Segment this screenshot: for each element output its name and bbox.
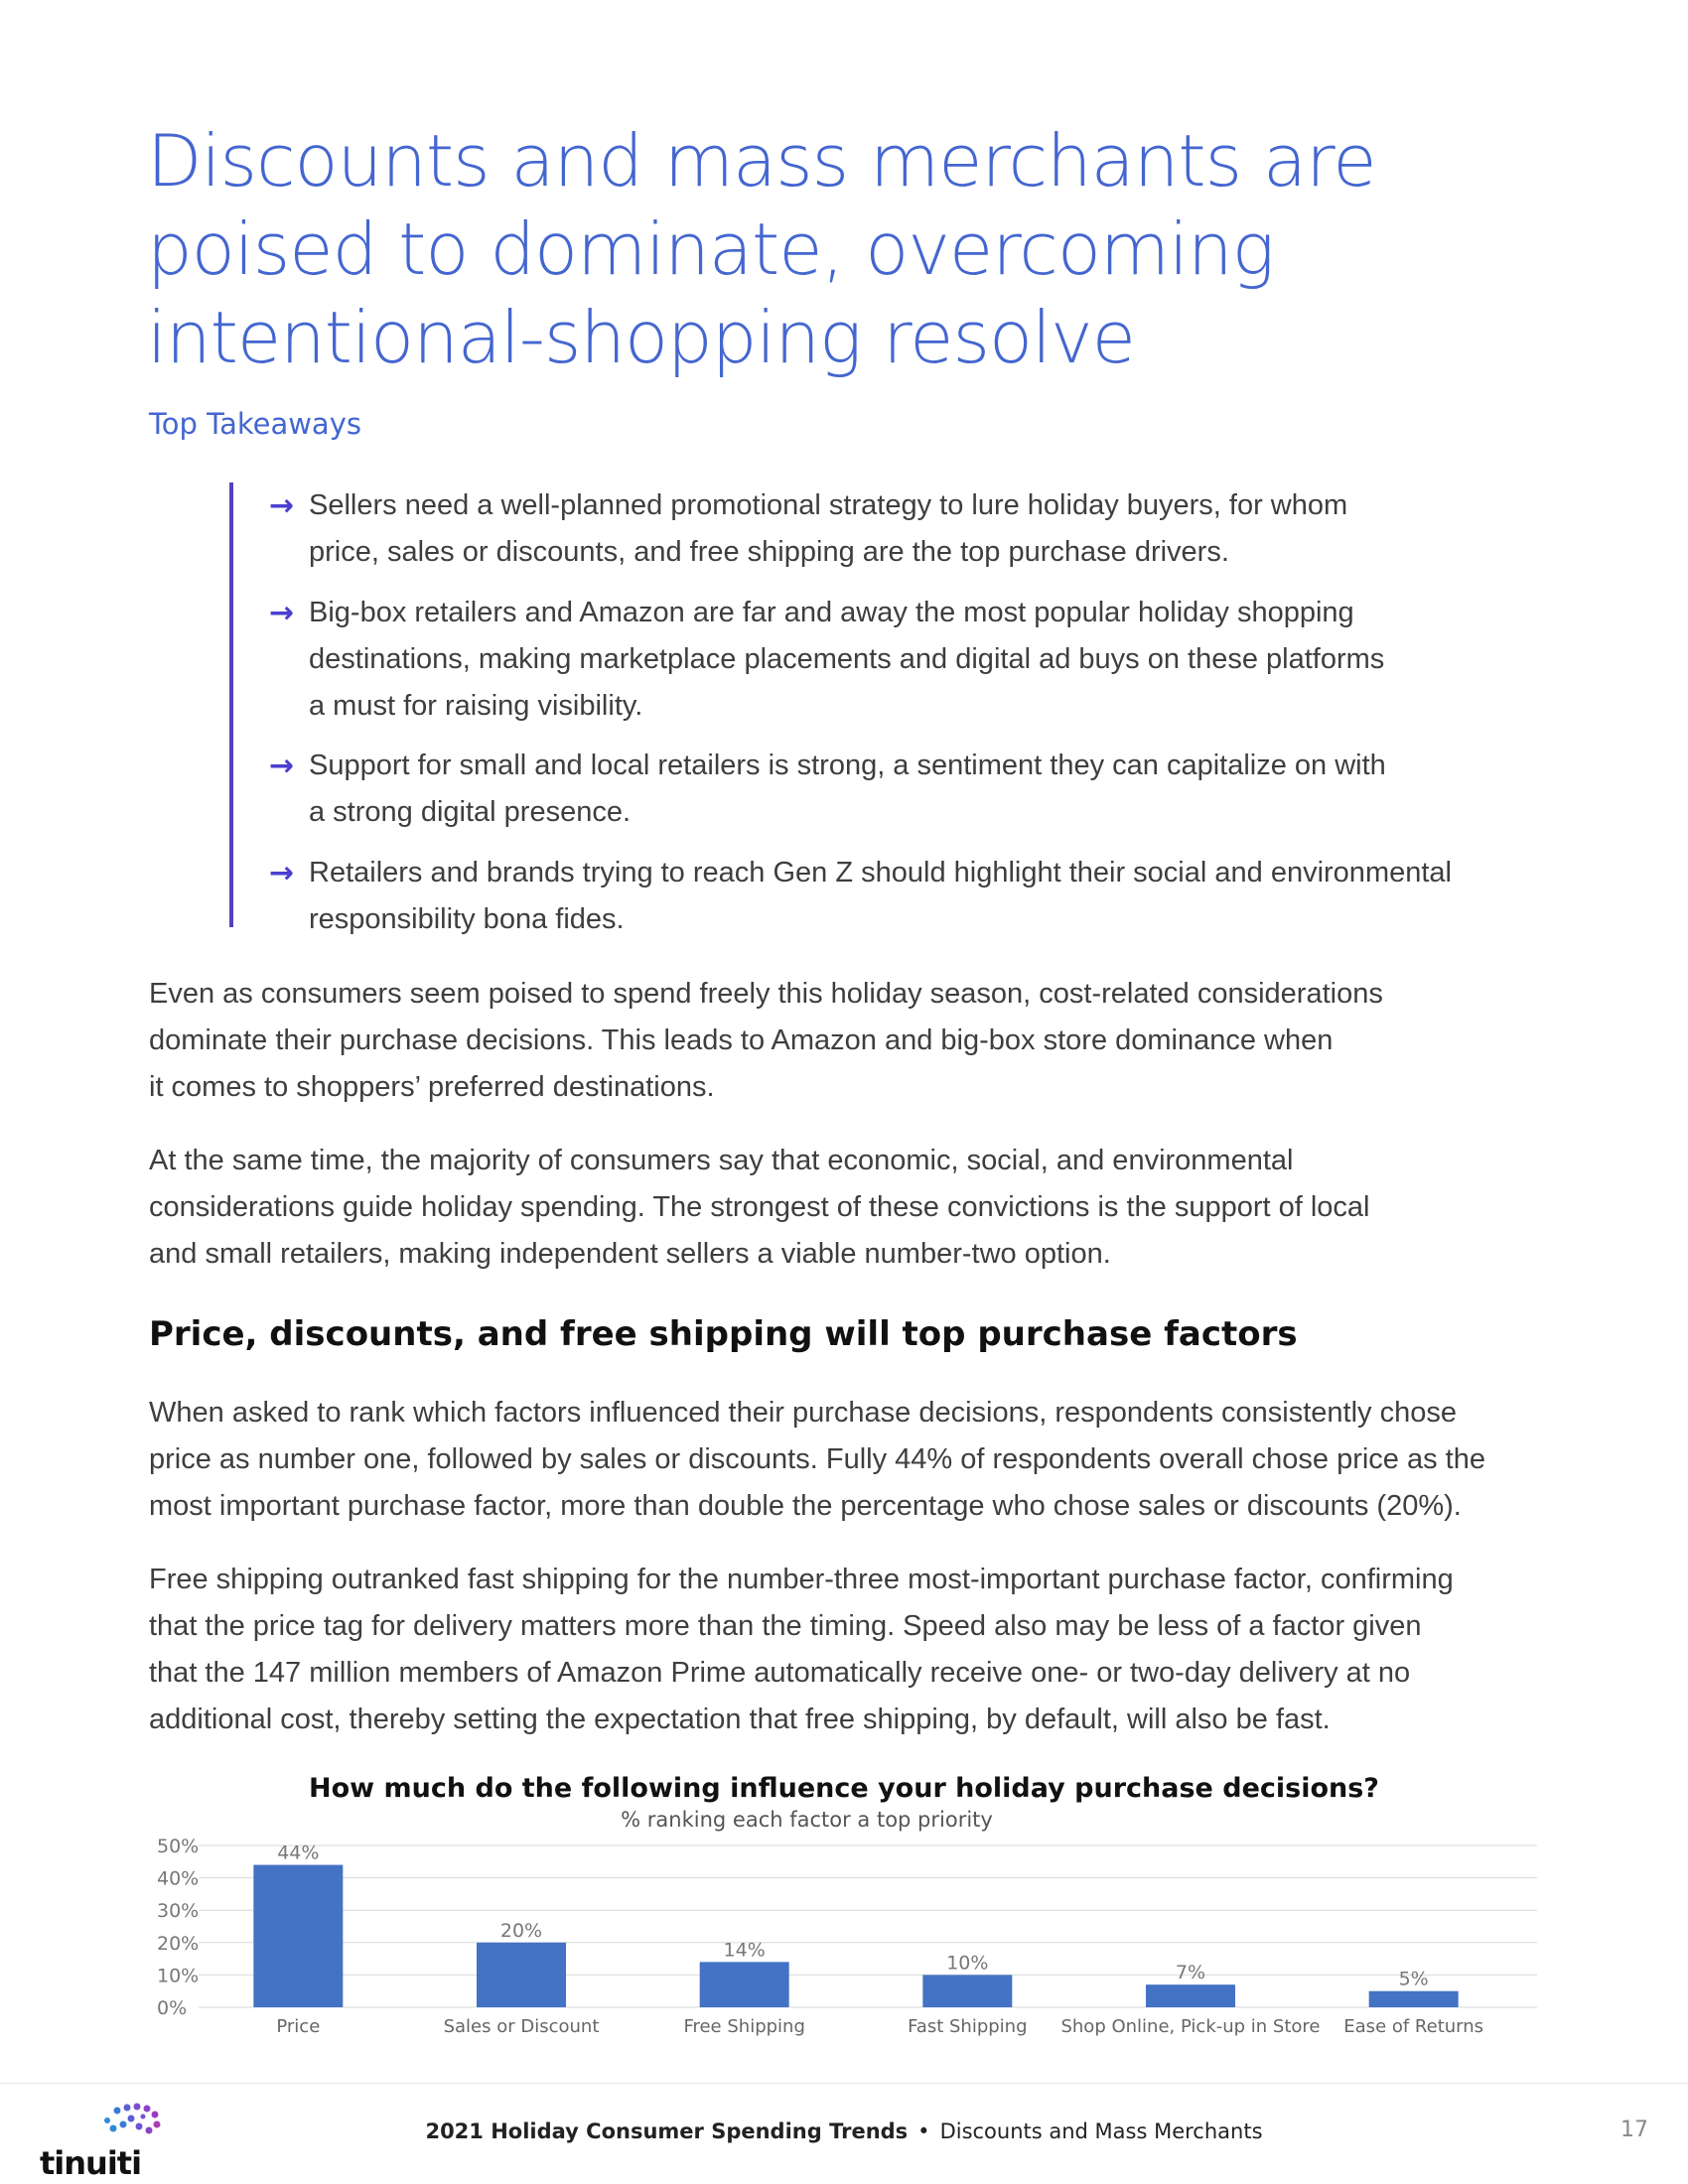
top-takeaways-heading: Top Takeaways bbox=[149, 407, 361, 441]
arrow-right-icon: → bbox=[269, 856, 295, 890]
y-tick-label: 0% bbox=[157, 1997, 188, 2019]
paragraph-line: Even as consumers seem poised to spend freely this holiday season, cost-related considerations bbox=[149, 978, 1383, 1010]
x-tick-label: Shop Online, Pick-up in Store bbox=[1060, 2016, 1321, 2037]
footer-separator: • bbox=[917, 2119, 930, 2143]
page-title-line: intentional-shopping resolve bbox=[147, 296, 1135, 379]
data-label: 5% bbox=[1398, 1968, 1429, 1990]
section-heading: Price, discounts, and free shipping will top purchase factors bbox=[149, 1314, 1298, 1354]
bar bbox=[477, 1943, 566, 2007]
takeaway-item bbox=[269, 482, 1540, 576]
takeaway-item bbox=[269, 850, 1540, 943]
y-tick-label: 40% bbox=[157, 1867, 200, 1890]
data-label: 20% bbox=[499, 1919, 543, 1942]
takeaway-line: Sellers need a well-planned promotional strategy to lure holiday buyers, for whom bbox=[309, 489, 1348, 521]
takeaway-line: price, sales or discounts, and free shipping are the top purchase drivers. bbox=[309, 536, 1229, 568]
bar bbox=[1369, 1991, 1459, 2007]
footer-title bbox=[0, 2119, 1688, 2143]
data-label: 14% bbox=[723, 1939, 766, 1962]
x-tick-label: Fast Shipping bbox=[908, 2016, 1028, 2037]
x-tick-label: Sales or Discount bbox=[443, 2016, 600, 2037]
logo-wordmark: tinuiti bbox=[40, 2144, 142, 2182]
y-tick-label: 30% bbox=[157, 1900, 200, 1923]
arrow-right-icon: → bbox=[269, 488, 295, 523]
paragraph-line: it comes to shoppers’ preferred destinations. bbox=[149, 1071, 715, 1103]
x-tick-label: Free Shipping bbox=[683, 2016, 805, 2037]
takeaway-line: Support for small and local retailers is strong, a sentiment they can capitalize on with bbox=[309, 750, 1386, 781]
paragraph-line: that the price tag for delivery matters more than the timing. Speed also may be less of a factor given bbox=[149, 1610, 1422, 1642]
data-label: 44% bbox=[277, 1842, 320, 1864]
paragraph-line: most important purchase factor, more than double the percentage who chose sales or discounts (20%). bbox=[149, 1490, 1462, 1522]
data-label: 7% bbox=[1175, 1962, 1206, 1984]
takeaway-line: responsibility bona fides. bbox=[309, 903, 625, 935]
paragraph-line: that the 147 million members of Amazon Prime automatically receive one- or two-day delivery at no bbox=[149, 1657, 1411, 1689]
takeaways-list bbox=[229, 482, 1544, 935]
report-title: 2021 Holiday Consumer Spending Trends bbox=[425, 2119, 909, 2143]
y-tick-label: 10% bbox=[157, 1965, 200, 1987]
takeaway-line: a must for raising visibility. bbox=[309, 690, 643, 722]
footer-divider bbox=[0, 2083, 1688, 2084]
paragraph-line: dominate their purchase decisions. This leads to Amazon and big-box store dominance when bbox=[149, 1024, 1334, 1056]
paragraph-line: additional cost, thereby setting the expectation that free shipping, by default, will also be fast. bbox=[149, 1704, 1331, 1735]
takeaway-line: Retailers and brands trying to reach Gen Z should highlight their social and environmental bbox=[309, 857, 1452, 888]
paragraph-line: price as number one, followed by sales or discounts. Fully 44% of respondents overall chose price as the bbox=[149, 1443, 1485, 1475]
y-tick-label: 50% bbox=[157, 1836, 200, 1857]
body-paragraph bbox=[149, 971, 1559, 1111]
page-title bbox=[147, 117, 1577, 382]
data-label: 10% bbox=[946, 1952, 989, 1975]
paragraph-line: At the same time, the majority of consumers say that economic, social, and environmental bbox=[149, 1145, 1294, 1176]
paragraph-line: considerations guide holiday spending. The strongest of these convictions is the support of local bbox=[149, 1191, 1370, 1223]
footer-section: Discounts and Mass Merchants bbox=[939, 2119, 1263, 2143]
chart-subtitle: % ranking each factor a top priority bbox=[621, 1808, 993, 1832]
y-tick-label: 20% bbox=[157, 1932, 200, 1955]
bar-chart bbox=[0, 1827, 1688, 2055]
body-paragraph bbox=[149, 1557, 1559, 1743]
body-paragraph bbox=[149, 1138, 1559, 1278]
takeaway-line: Big-box retailers and Amazon are far and away the most popular holiday shopping bbox=[309, 597, 1354, 628]
paragraph-line: and small retailers, making independent sellers a viable number-two option. bbox=[149, 1238, 1111, 1270]
chart-title: How much do the following influence your holiday purchase decisions? bbox=[309, 1773, 1379, 1804]
page-title-line: Discounts and mass merchants are bbox=[147, 119, 1376, 203]
bar bbox=[700, 1962, 789, 2007]
takeaway-line: a strong digital presence. bbox=[309, 796, 632, 828]
x-tick-label: Price bbox=[276, 2016, 321, 2037]
arrow-right-icon: → bbox=[269, 749, 295, 783]
bar bbox=[922, 1975, 1012, 2007]
takeaway-line: destinations, making marketplace placements and digital ad buys on these platforms bbox=[309, 643, 1385, 675]
takeaway-item bbox=[269, 590, 1540, 730]
body-paragraph bbox=[149, 1390, 1559, 1530]
paragraph-line: When asked to rank which factors influenced their purchase decisions, respondents consistently chose bbox=[149, 1397, 1457, 1429]
x-tick-label: Ease of Returns bbox=[1343, 2016, 1484, 2037]
page-number: 17 bbox=[1620, 2117, 1648, 2142]
page-title-line: poised to dominate, overcoming bbox=[147, 207, 1274, 291]
bar bbox=[1146, 1984, 1235, 2007]
paragraph-line: Free shipping outranked fast shipping for the number-three most-important purchase factor, confirming bbox=[149, 1564, 1454, 1595]
bar bbox=[253, 1865, 343, 2007]
takeaway-item bbox=[269, 743, 1540, 836]
arrow-right-icon: → bbox=[269, 596, 295, 630]
